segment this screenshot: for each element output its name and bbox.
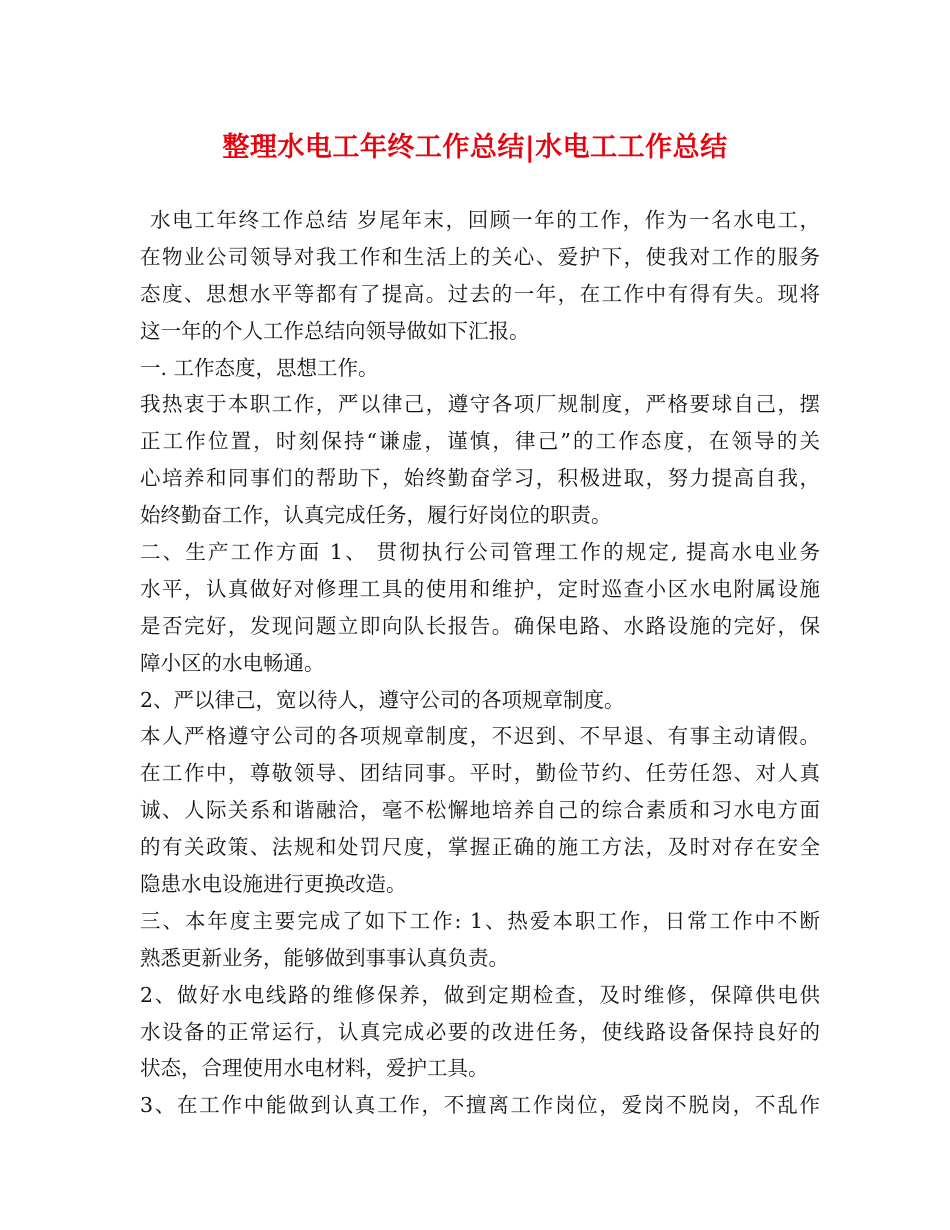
document-title: 整理水电工年终工作总结|水电工工作总结 bbox=[222, 132, 728, 163]
text-line: 隐患水电设施进行更换改造。 bbox=[140, 872, 407, 897]
document-body bbox=[140, 202, 820, 1124]
text-line: 在工作中，尊敬领导、团结同事。平时，勤俭节约、任劳任怨、对人真 bbox=[140, 761, 820, 786]
text-line: 状态，合理使用水电材料，爱护工具。 bbox=[140, 1056, 489, 1081]
text-line: 心培养和同事们的帮助下，始终勤奋学习，积极进取，努力提高自我， bbox=[140, 466, 820, 491]
text-line: 始终勤奋工作，认真完成任务，履行好岗位的职责。 bbox=[140, 503, 612, 528]
text-line: 水电工年终工作总结 岁尾年末，回顾一年的工作，作为一名水电工， bbox=[150, 208, 820, 232]
text-line: 水设备的正常运行，认真完成必要的改进任务，使线路设备保持良好的 bbox=[140, 1019, 820, 1044]
text-line: 我热衷于本职工作，严以律己，遵守各项厂规制度，严格要球自己，摆 bbox=[140, 392, 820, 417]
text-line: 一. 工作态度，思想工作。 bbox=[140, 355, 379, 380]
text-line: 是否完好，发现问题立即向队长报告。确保电路、水路设施的完好，保 bbox=[140, 613, 820, 638]
text-line: 障小区的水电畅通。 bbox=[140, 650, 325, 675]
text-line: 诚、人际关系和谐融洽，毫不松懈地培养自己的综合素质和习水电方面 bbox=[140, 798, 820, 823]
text-line: 本人严格遵守公司的各项规章制度，不迟到、不早退、有事主动请假。 bbox=[140, 724, 820, 749]
text-line: 的有关政策、法规和处罚尺度，掌握正确的施工方法，及时对存在安全 bbox=[140, 835, 820, 860]
text-line: 态度、思想水平等都有了提高。过去的一年，在工作中有得有失。现将 bbox=[140, 281, 820, 306]
text-line: 二、生产工作方面 1、 贯彻执行公司管理工作的规定, 提高水电业务 bbox=[140, 540, 820, 565]
text-line: 2、严以律己，宽以待人，遵守公司的各项规章制度。 bbox=[140, 687, 625, 712]
text-line: 3、在工作中能做到认真工作，不擅离工作岗位，爱岗不脱岗，不乱作 bbox=[140, 1093, 820, 1118]
text-line: 在物业公司领导对我工作和生活上的关心、爱护下，使我对工作的服务 bbox=[140, 244, 820, 269]
text-line: 三、本年度主要完成了如下工作: 1、热爱本职工作，日常工作中不断 bbox=[140, 908, 820, 933]
text-line: 正工作位置，时刻保持“谦虚，谨慎，律己”的工作态度，在领导的关 bbox=[140, 429, 820, 454]
text-line: 水平，认真做好对修理工具的使用和维护，定时巡查小区水电附属设施 bbox=[140, 576, 820, 601]
text-line: 这一年的个人工作总结向领导做如下汇报。 bbox=[140, 318, 530, 343]
text-line: 熟悉更新业务，能够做到事事认真负责。 bbox=[140, 945, 509, 970]
text-line: 2、做好水电线路的维修保养，做到定期检查，及时维修，保障供电供 bbox=[140, 982, 820, 1007]
